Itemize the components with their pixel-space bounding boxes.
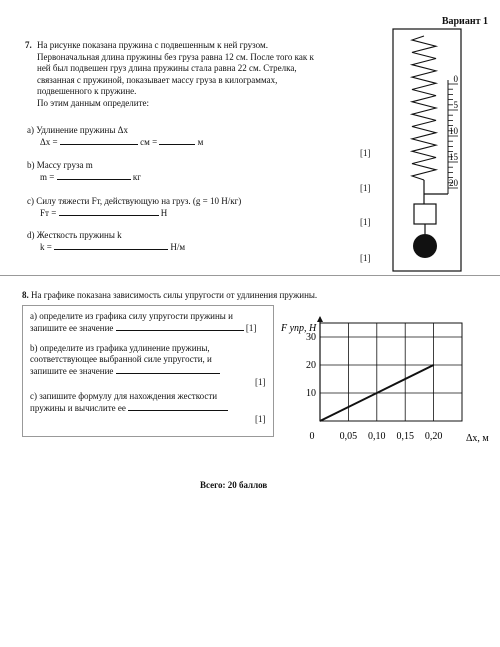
- q7-intro-line: связанная с пружиной, показывает массу груза в килограммах,: [37, 74, 278, 85]
- scale-tick-label: 15: [449, 152, 458, 162]
- section-divider: [0, 275, 500, 276]
- scale-tick-label: 5: [453, 100, 458, 110]
- q8b-blank[interactable]: [116, 365, 220, 374]
- q7b-answer-row: [40, 171, 141, 184]
- q8c-line: пружины и вычислите ее: [30, 403, 126, 413]
- q7-intro: [37, 40, 314, 109]
- q7c-blank[interactable]: [59, 207, 159, 216]
- q7-intro-line: подвешенного к пружине.: [37, 86, 137, 96]
- q7c-answer-row: [40, 207, 167, 220]
- q7c-answer-label: Fт =: [40, 208, 57, 218]
- q7-intro-line: Первоначальная длина пружины без груза равна 12 см. После того как к: [37, 51, 314, 62]
- q7a-mark: [1]: [360, 148, 371, 158]
- q7-intro-line: По этим данным определите:: [37, 97, 150, 108]
- q8b-line: соответствующее выбранной силе упругости, и: [30, 354, 212, 364]
- q8-number: 8.: [22, 290, 29, 300]
- scale-tick-label: 10: [449, 126, 458, 136]
- q7c-label: c) Силу тяжести Fт, действующую на груз. (g = 10 Н/кг): [27, 196, 242, 206]
- y-axis-label: F упр, Н: [281, 323, 317, 334]
- x-tick-label: 0,15: [396, 431, 414, 442]
- x-axis-label: Δx, м: [466, 433, 489, 444]
- weight-holder: [414, 204, 436, 224]
- q7-intro-line: ней был подвешен груз длина пружины стала равна 22 см. Стрелка,: [37, 63, 297, 73]
- q8b-answer-row: [30, 365, 220, 378]
- q8a-line: запишите ее значение: [30, 323, 114, 333]
- q8b-line: запишите ее значение: [30, 366, 114, 376]
- q8b-line: b) определите из графика удлинение пружины,: [30, 343, 210, 353]
- q7b-unit: кг: [132, 172, 141, 182]
- q7a-answer-row: [40, 136, 203, 149]
- weight-ball: [413, 234, 437, 258]
- q7d-blank[interactable]: [54, 241, 168, 250]
- chart-axes: [317, 316, 323, 421]
- q7b-label: b) Массу груза m: [27, 160, 93, 170]
- q8-intro-row: [22, 290, 317, 302]
- variant-label: Вариант 1: [441, 16, 488, 27]
- q7c-unit: Н: [160, 208, 168, 218]
- y-tick-label: 30: [306, 332, 316, 343]
- q8c-blank[interactable]: [128, 402, 228, 411]
- q7b-answer-label: m =: [40, 172, 55, 182]
- chart-ticks: [306, 332, 442, 442]
- q7d-unit: Н/м: [170, 242, 186, 252]
- q7b-mark: [1]: [360, 183, 371, 193]
- q8b-mark: [1]: [255, 377, 266, 387]
- x-tick-label: 0,10: [368, 431, 386, 442]
- q8-intro: На графике показана зависимость силы упругости от удлинения пружины.: [31, 290, 318, 300]
- spring-illustration: [392, 28, 468, 272]
- spring-coil: [412, 36, 436, 180]
- y-axis-arrow: [317, 316, 323, 322]
- scale: [448, 74, 459, 194]
- q8a-answer-row: [30, 322, 256, 335]
- total-points: Всего: 20 баллов: [200, 480, 268, 490]
- y-tick-label: 20: [306, 360, 316, 371]
- x-tick-label: 0,05: [339, 431, 358, 442]
- force-extension-chart: [276, 315, 500, 449]
- q7a-unit-cm: см =: [140, 137, 158, 147]
- q7d-mark: [1]: [360, 253, 371, 263]
- q7b-blank[interactable]: [57, 171, 131, 180]
- q7a-blank-2[interactable]: [159, 136, 195, 145]
- chart-border: [320, 323, 462, 421]
- q8a-blank[interactable]: [116, 322, 244, 331]
- q7d-label: d) Жесткость пружины k: [27, 230, 122, 240]
- y-tick-label: 10: [306, 388, 316, 399]
- scale-tick-label: 20: [449, 178, 458, 188]
- q7d-answer-row: [40, 241, 185, 254]
- q8c-answer-row: [30, 402, 228, 415]
- q7a-answer-label: Δx =: [40, 137, 58, 147]
- q7a-unit-m: м: [197, 137, 204, 147]
- scale-tick-label: 0: [453, 74, 458, 84]
- q8a-line: а) определите из графика силу упругости пружины и: [30, 311, 233, 321]
- q8c-mark: [1]: [255, 414, 266, 424]
- q7-number: 7.: [25, 40, 32, 50]
- q7-intro-line: На рисунке показана пружина с подвешенным к ней грузом.: [37, 40, 268, 50]
- q8c-line: c) запишите формулу для нахождения жесткости: [30, 391, 218, 401]
- q8a-mark: [1]: [245, 323, 257, 333]
- q7a-blank-1[interactable]: [60, 136, 138, 145]
- q7a-label: a) Удлинение пружины Δx: [27, 125, 128, 135]
- q7c-mark: [1]: [360, 217, 371, 227]
- x-tick-label: 0,20: [424, 431, 443, 442]
- chart-grid: [320, 323, 462, 421]
- x-tick-label: 0: [309, 431, 315, 442]
- q7d-answer-label: k =: [40, 242, 52, 252]
